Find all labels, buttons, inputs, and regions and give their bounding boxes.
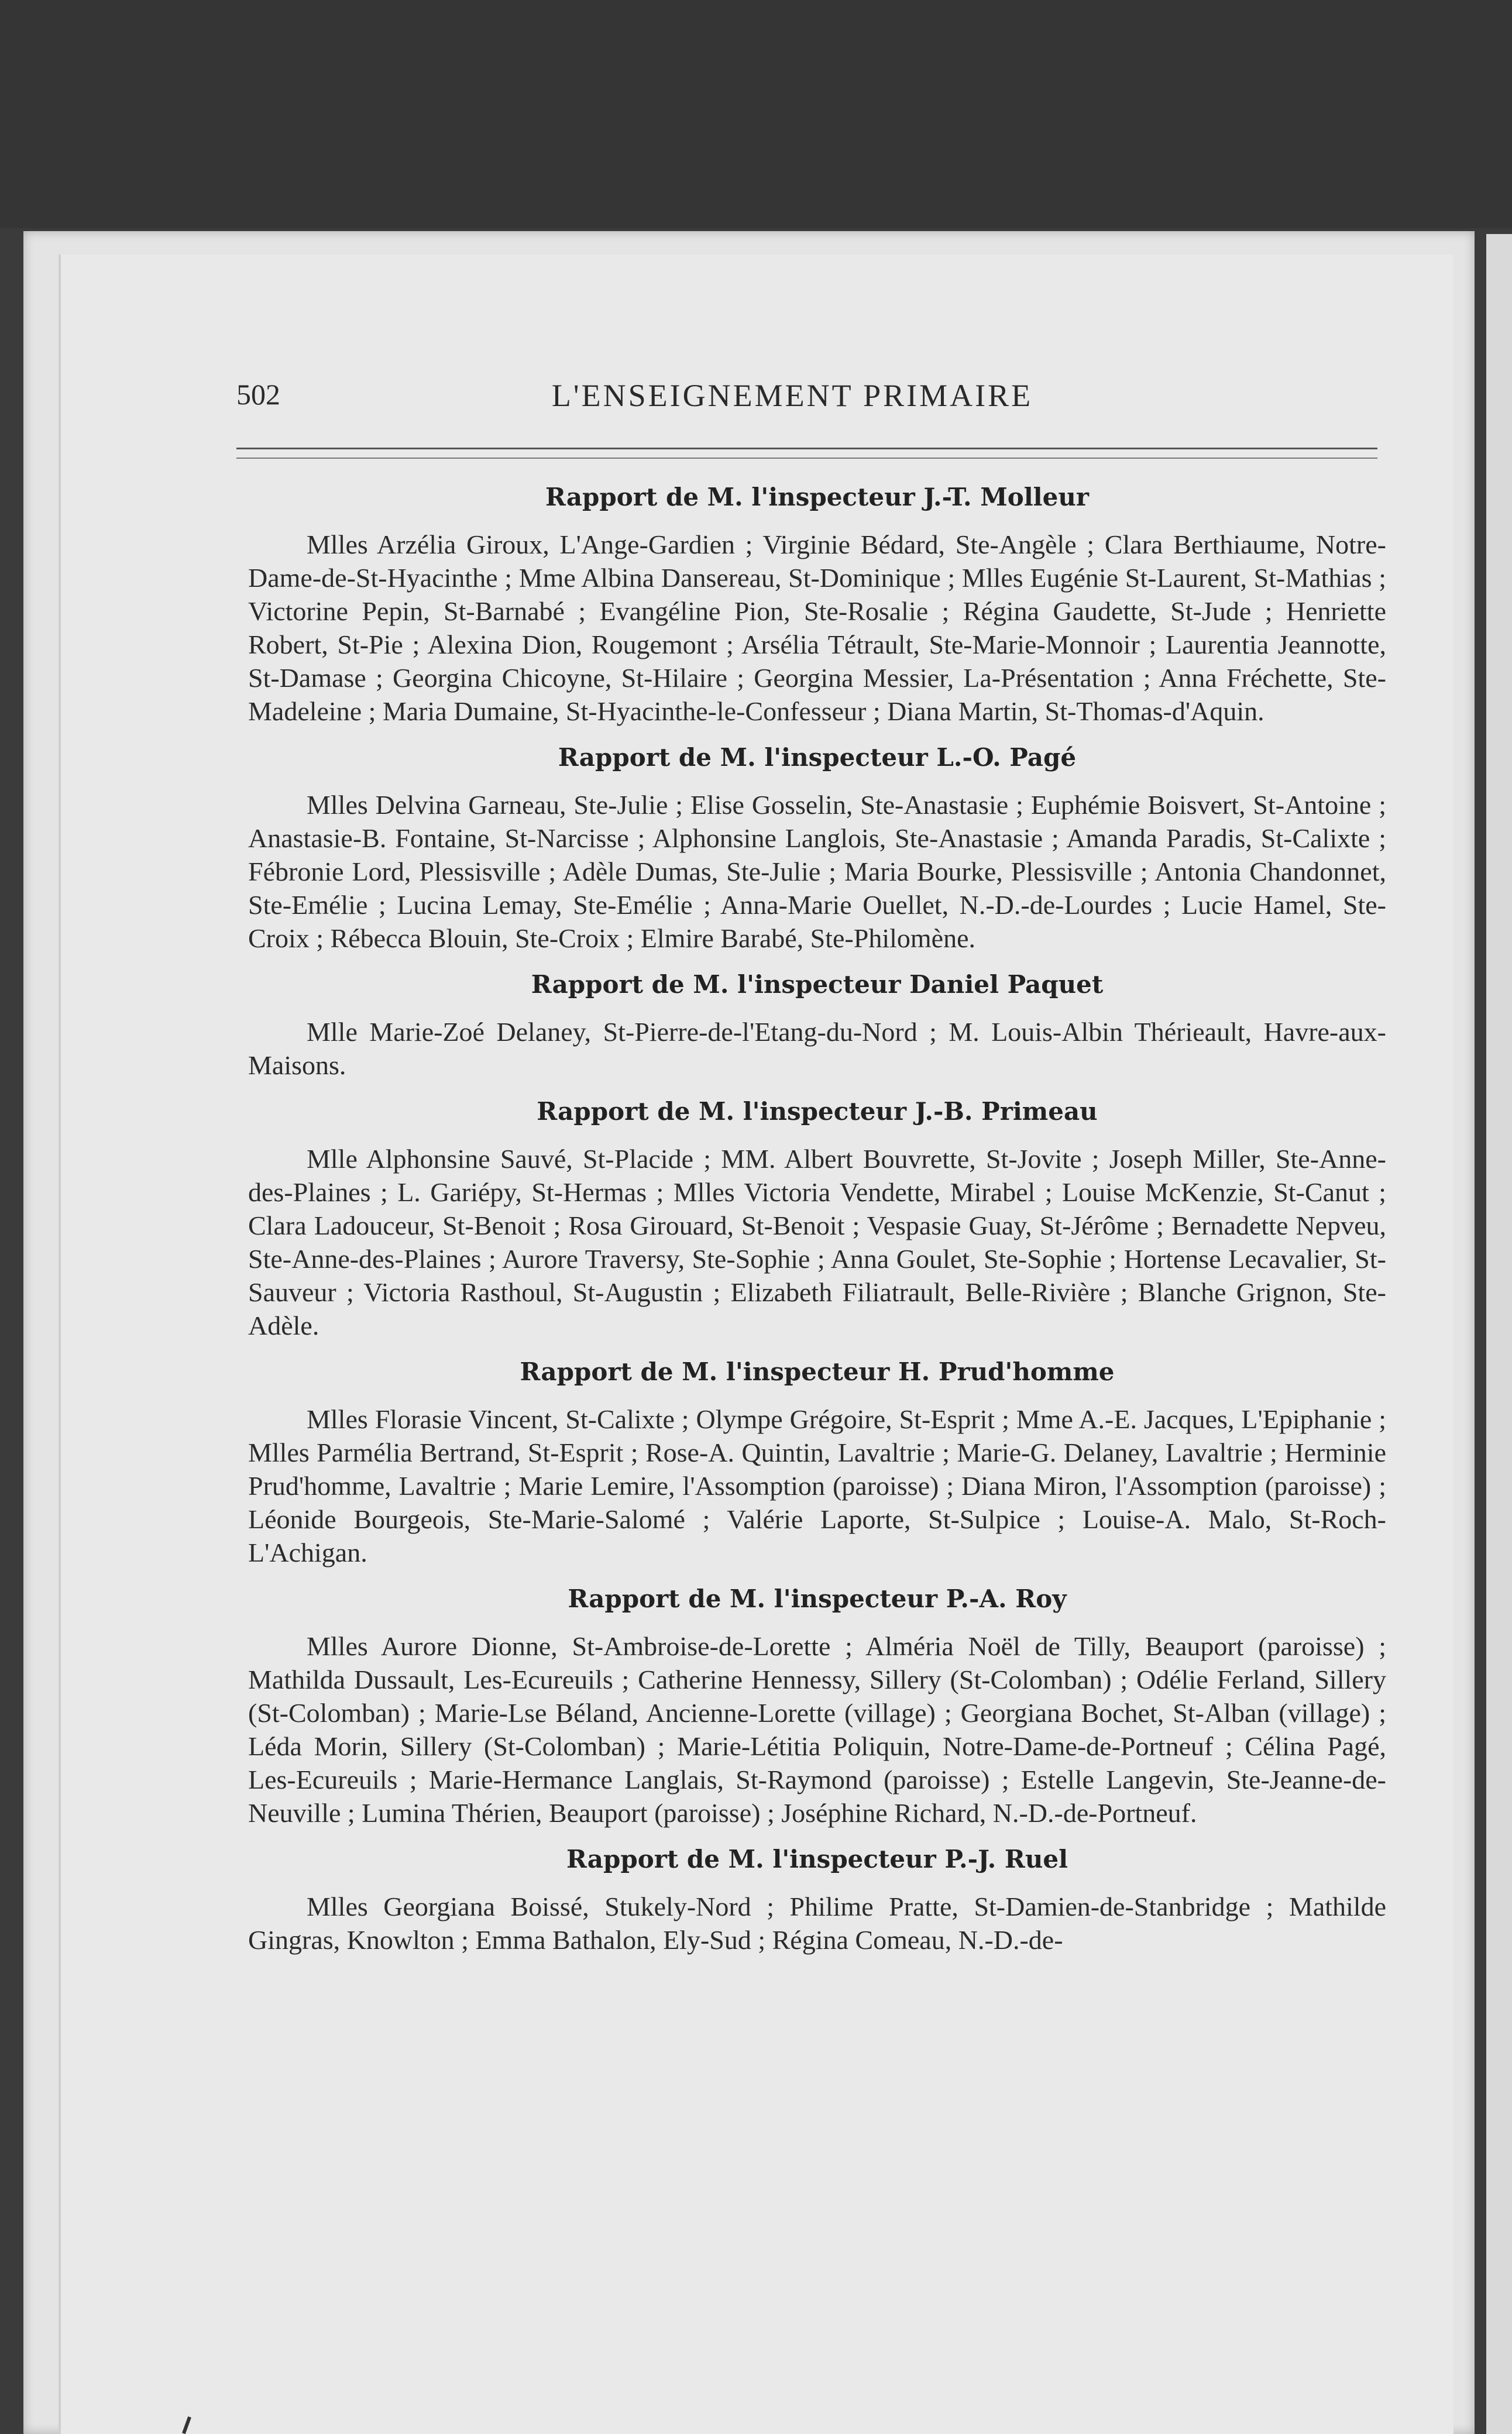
report-title: Rapport de M. l'inspecteur L.-O. Pagé [558,743,1077,772]
report-title: Rapport de M. l'inspecteur J.-T. Molleur [545,483,1090,511]
page-header [236,377,1407,424]
report-title: Rapport de M. l'inspecteur Daniel Paquet [531,970,1104,999]
report-body: Mlles Delvina Garneau, Ste-Julie ; Elise Gosselin, Ste-Anastasie ; Euphémie Boisvert, St-Antoine ; Anastasie-B. Fontaine, St-Narcisse ; Alphonsine Langlois, Ste-Anastasie ; Amanda Paradis, St-Calixte ; Fébronie Lord, Plessisville ; Adèle Dumas, Ste-Julie ; Maria Bourke, Plessisville ; Antonia Chandonnet, Ste-Emélie ; Lucina Lemay, Ste-Emélie ; Anna-Marie Ouellet, N.-D.-de-Lourdes ; Lucie Hamel, Ste-Croix ; Rébecca Blouin, Ste-Croix ; Elmire Barabé, Ste-Philomène. [248,790,1386,953]
report-title: Rapport de M. l'inspecteur H. Prud'homme [520,1357,1115,1386]
report-title: Rapport de M. l'inspecteur P.-J. Ruel [566,1845,1068,1873]
report-body: Mlles Arzélia Giroux, L'Ange-Gardien ; Virginie Bédard, Ste-Angèle ; Clara Berthiaume, Notre-Dame-de-St-Hyacinthe ; Mme Albina Dansereau, St-Dominique ; Mlles Eugénie St-Laurent, St-Mathias ; Victorine Pepin, St-Barnabé ; Evangéline Pion, Ste-Rosalie ; Régina Gaudette, St-Jude ; Henriette Robert, St-Pie ; Alexina Dion, Rougemont ; Arsélia Tétrault, Ste-Marie-Monnoir ; Laurentia Jeannotte, St-Damase ; Georgina Chicoyne, St-Hilaire ; Georgina Messier, La-Présentation ; Anna Fréchette, Ste-Madeleine ; Maria Dumaine, St-Hyacinthe-le-Confesseur ; Diana Martin, St-Thomas-d'Aquin. [248,530,1386,726]
report-section [248,1097,1386,1342]
page-number: 502 [236,378,280,411]
report-body: Mlle Marie-Zoé Delaney, St-Pierre-de-l'Etang-du-Nord ; M. Louis-Albin Thérieault, Havre-aux-Maisons. [248,1017,1386,1080]
running-title: L'ENSEIGNEMENT PRIMAIRE [551,378,1033,413]
report-section [248,970,1386,1082]
report-body: Mlles Georgiana Boissé, Stukely-Nord ; Philime Pratte, St-Damien-de-Stanbridge ; Mathilde Gingras, Knowlton ; Emma Bathalon, Ely-Sud ; Régina Comeau, N.-D.-de- [248,1892,1386,1955]
adjacent-page-edge [1486,234,1512,2434]
report-section [248,483,1386,728]
page-sheet [59,255,1453,2434]
report-section [248,1845,1386,1957]
header-rule [236,448,1377,459]
page-content [248,483,1386,1972]
book-page [23,231,1475,2434]
report-body: Mlles Florasie Vincent, St-Calixte ; Olympe Grégoire, St-Esprit ; Mme A.-E. Jacques, L'Epiphanie ; Mlles Parmélia Bertrand, St-Esprit ; Rose-A. Quintin, Lavaltrie ; Marie-G. Delaney, Lavaltrie ; Herminie Prud'homme, Lavaltrie ; Marie Lemire, l'Assomption (paroisse) ; Diana Miron, l'Assomption (paroisse) ; Léonide Bourgeois, Ste-Marie-Salomé ; Valérie Laporte, St-Sulpice ; Louise-A. Malo, St-Roch-L'Achigan. [248,1404,1386,1567]
report-body: Mlle Alphonsine Sauvé, St-Placide ; MM. Albert Bouvrette, St-Jovite ; Joseph Miller, Ste-Anne-des-Plaines ; L. Gariépy, St-Hermas ; Mlles Victoria Vendette, Mirabel ; Louise McKenzie, St-Canut ; Clara Ladouceur, St-Benoit ; Rosa Girouard, St-Benoit ; Vespasie Guay, St-Jérôme ; Bernadette Nepveu, Ste-Anne-des-Plaines ; Aurore Traversy, Ste-Sophie ; Anna Goulet, Ste-Sophie ; Hortense Lecavalier, St-Sauveur ; Victoria Rasthoul, St-Augustin ; Elizabeth Filiatrault, Belle-Rivière ; Blanche Grignon, Ste-Adèle. [248,1144,1386,1340]
report-title: Rapport de M. l'inspecteur P.-A. Roy [568,1584,1067,1613]
report-section [248,743,1386,955]
report-section [248,1584,1386,1830]
scan-background [0,0,1512,228]
margin-mark [182,2416,191,2434]
report-section [248,1357,1386,1569]
report-body: Mlles Aurore Dionne, St-Ambroise-de-Lorette ; Alméria Noël de Tilly, Beauport (paroisse) ; Mathilda Dussault, Les-Ecureuils ; Catherine Hennessy, Sillery (St-Colomban) ; Odélie Ferland, Sillery (St-Colomban) ; Marie-Lse Béland, Ancienne-Lorette (village) ; Georgiana Bochet, St-Alban (village) ; Léda Morin, Sillery (St-Colomban) ; Marie-Létitia Poliquin, Notre-Dame-de-Portneuf ; Célina Pagé, Les-Ecureuils ; Marie-Hermance Langlais, St-Raymond (paroisse) ; Estelle Langevin, Ste-Jeanne-de-Neuville ; Lumina Thérien, Beauport (paroisse) ; Joséphine Richard, N.-D.-de-Portneuf. [248,1631,1386,1828]
report-title: Rapport de M. l'inspecteur J.-B. Primeau [537,1097,1098,1126]
